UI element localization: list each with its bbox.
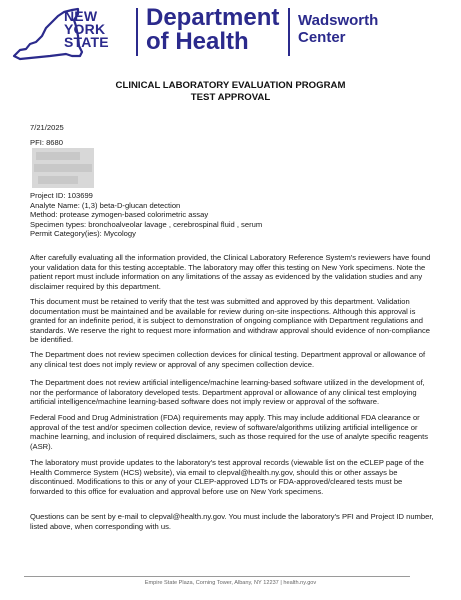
paragraph-questions: Questions can be sent by e-mail to clepval@health.ny.gov. You must include the laboratory's PFI and Project ID number, listed above, when corresponding with us. (30, 512, 434, 531)
dept-line-2: of Health (146, 28, 249, 55)
paragraph-validation: After carefully evaluating all the information provided, the Clinical Laboratory Reference System's reviewers have found your validation data for this testing acceptable. The laboratory may offer this testing on New York specimens. Note the patient report must include information on any limitations of the assay as evidenced by the validation studies and any disclaimer required by this department. (30, 253, 431, 291)
method: Method: protease zymogen-based colorimetric assay (30, 210, 209, 220)
pfi-line (30, 138, 63, 148)
paragraph-ai-ml: The Department does not review artificial intelligence/machine learning-based software utilized in the development of, nor the performance of laboratory developed tests. Department approval or allowance of any clinical test employing artificial intelligence/machine learning-based software does not imply review or approval of the software. (30, 378, 425, 407)
department-of-health-wordmark (146, 6, 279, 54)
center-line-1: Wadsworth (298, 12, 379, 29)
header-divider-2 (288, 8, 290, 56)
state-line-new: NEW (64, 8, 98, 24)
analyte-name: Analyte Name: (1,3) beta-D-glucan detection (30, 200, 181, 210)
document-title: CLINICAL LABORATORY EVALUATION PROGRAM (115, 80, 346, 91)
specimen-types: Specimen types: bronchoalveolar lavage , cerebrospinal fluid , serum (30, 219, 263, 229)
footer-divider (24, 576, 410, 577)
redacted-address-block (32, 148, 94, 188)
paragraph-collection-devices: The Department does not review specimen collection devices for clinical testing. Department approval or allowance of any clinical test does not imply review or approval of any specimen collection device. (30, 350, 426, 369)
permit-category: Permit Category(ies): Mycology (30, 229, 136, 239)
header-divider-1 (136, 8, 138, 56)
paragraph-fda: Federal Food and Drug Administration (FDA) requirements may apply. This may include additional FDA clearance or approval of the test and/or specimen collection device, review of software/algorithms utilizing artificial intelligence or machine learning, and inclusion of required disclaimers, such as those required for the use of analyte specific reagents (ASR). (30, 413, 429, 451)
center-line-2: Center (298, 29, 346, 46)
project-id: Project ID: 103699 (30, 191, 93, 200)
pfi-value: 8680 (46, 138, 63, 147)
footer-address: Empire State Plaza, Corning Tower, Albany, NY 12237 | health.ny.gov (144, 580, 317, 586)
document-subtitle: TEST APPROVAL (190, 92, 271, 103)
letterhead (0, 0, 461, 70)
letter-date: 7/21/2025 (30, 123, 64, 132)
pfi-label: PFI: (30, 138, 44, 147)
dept-line-1: Department (146, 4, 280, 31)
state-line-york: YORK (64, 21, 106, 37)
paragraph-retention: This document must be retained to verify that the test was submitted and approved by this department. Validation documentation must be maintained and be available for review during on-site inspections. Although this approval is granted for an indefinite period, it is subject to demonstration of ongoing compliance with Department regulations and standards. We reserve the right to request more information and withdraw approval should evidence of non-compliance be identified. (30, 297, 431, 345)
state-wordmark (64, 10, 126, 49)
paragraph-updates: The laboratory must provide updates to the laboratory's test approval records (viewable list on the eCLEP page of the Health Commerce System (HCS) website), via email to clepval@health.ny.gov, should this or other assays be discontinued. Modifications to this or any of your CLEP-approved LDTs or FDA-approved/cleared tests must be forwarded to this office for evaluation and approval before use on New York specimens. (30, 458, 424, 496)
wadsworth-center-wordmark (298, 12, 378, 46)
state-line-state: STATE (64, 34, 109, 50)
